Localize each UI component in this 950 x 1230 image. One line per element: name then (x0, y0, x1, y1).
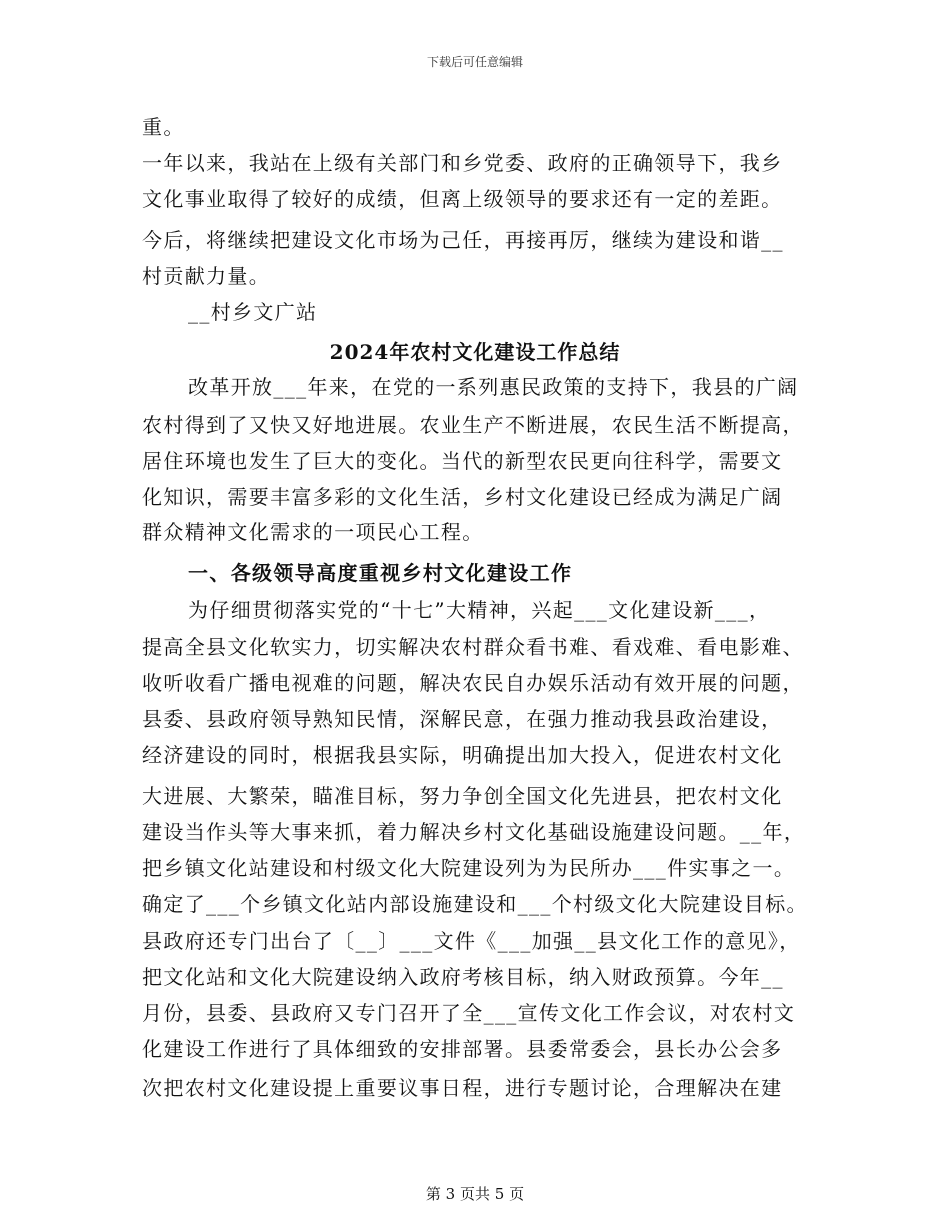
body-line: 文化事业取得了较好的成绩，但离上级领导的要求还有一定的差距。 (142, 187, 783, 211)
body-line: 确定了___个乡镇文化站内部设施建设和___个村级文化大院建设目标。 (142, 892, 808, 916)
body-line: 次把农村文化建设提上重要议事日程，进行专题讨论，合理解决在建 (142, 1076, 783, 1100)
body-line: 居住环境也发生了巨大的变化。当代的新型农民更向往科学，需要文 (142, 449, 783, 473)
body-line: 县政府还专门出台了〔__〕___文件《___加强__县文化工作的意见》， (142, 929, 801, 953)
body-line: 农村得到了又快又好地进展。农业生产不断进展，农民生活不断提高， (142, 413, 804, 437)
body-line: 化建设工作进行了具体细致的安排部署。县委常委会，县长办公会多 (142, 1037, 783, 1061)
body-line: 经济建设的同时，根据我县实际，明确提出加大投入，促进农村文化 (142, 743, 783, 767)
body-line: 改革开放___年来，在党的一系列惠民政策的支持下，我县的广阔 (188, 375, 799, 399)
body-line: 提高全县文化软实力，切实解决农村群众看书难、看戏难、看电影难、 (142, 635, 804, 659)
section-title: 2024年农村文化建设工作总结 (329, 340, 621, 364)
signature-line: __村乡文广站 (188, 300, 318, 324)
body-line: 县委、县政府领导熟知民情，深解民意，在强力推动我县政治建设， (142, 707, 783, 731)
page-number: 第 3 页共 5 页 (425, 1185, 525, 1203)
body-line: 重。 (142, 115, 185, 139)
body-line: 今后，将继续把建设文化市场为己任，再接再厉，继续为建设和谐__ (142, 228, 784, 252)
body-line: 月份，县委、县政府又专门召开了全___宣传文化工作会议，对农村文 (142, 1001, 796, 1025)
body-line: 为仔细贯彻落实党的“十七”大精神，兴起___文化建设新___， (188, 598, 771, 622)
body-line: 化知识，需要丰富多彩的文化生活，乡村文化建设已经成为满足广阔 (142, 485, 783, 509)
body-line: 一年以来，我站在上级有关部门和乡党委、政府的正确领导下，我乡 (142, 151, 783, 175)
section-heading: 一、各级领导高度重视乡村文化建设工作 (188, 561, 573, 585)
body-line: 群众精神文化需求的一项民心工程。 (142, 520, 484, 544)
page-header: 下载后可任意编辑 (426, 55, 523, 69)
body-line: 建设当作头等大事来抓，着力解决乡村文化基础设施建设问题。__年， (142, 820, 806, 844)
body-line: 村贡献力量。 (142, 264, 271, 288)
body-line: 把文化站和文化大院建设纳入政府考核目标，纳入财政预算。今年__ (142, 965, 784, 989)
body-line: 大进展、大繁荣，瞄准目标，努力争创全国文化先进县，把农村文化 (142, 784, 783, 808)
body-line: 把乡镇文化站建设和村级文化大院建设列为为民所办___件实事之一。 (142, 856, 796, 880)
body-line: 收听收看广播电视难的问题，解决农民自办娱乐活动有效开展的问题， (142, 671, 804, 695)
